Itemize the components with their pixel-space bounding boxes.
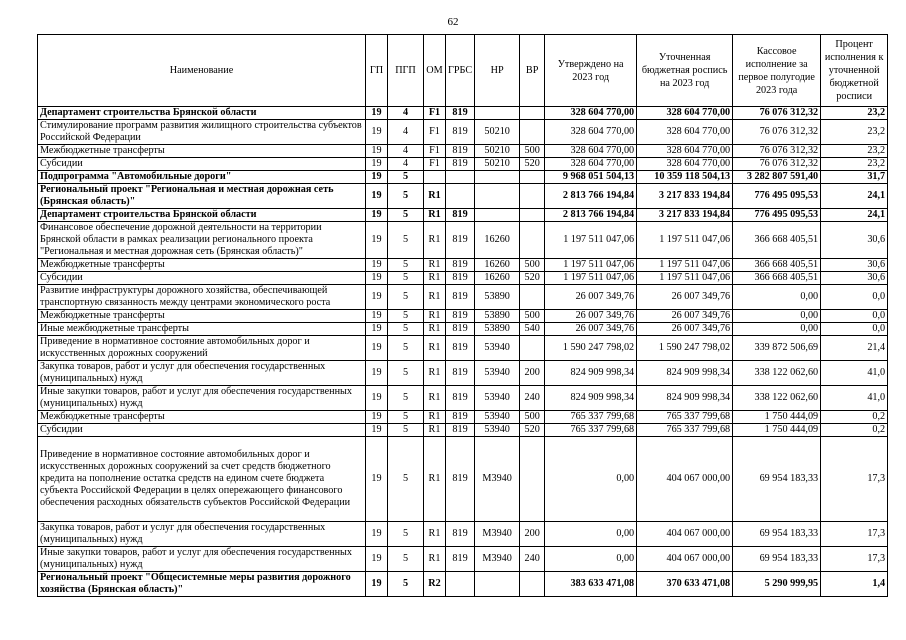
cell-percent: 17,3	[821, 547, 888, 572]
cell-refined: 765 337 799,68	[637, 424, 733, 437]
cell-grbs: 819	[446, 361, 475, 386]
cell-vr: 500	[520, 145, 545, 158]
cell-np: 50210	[475, 145, 520, 158]
cell-om: R1	[424, 285, 446, 310]
cell-om: R1	[424, 411, 446, 424]
cell-vr	[520, 336, 545, 361]
cell-name: Субсидии	[38, 272, 366, 285]
cell-om: F1	[424, 145, 446, 158]
cell-refined: 1 590 247 798,02	[637, 336, 733, 361]
cell-cash: 339 872 506,69	[733, 336, 821, 361]
table-row	[38, 209, 888, 222]
cell-name: Субсидии	[38, 424, 366, 437]
cell-vr: 200	[520, 522, 545, 547]
cell-approved: 26 007 349,76	[545, 285, 637, 310]
cell-refined: 824 909 998,34	[637, 386, 733, 411]
cell-np: 53940	[475, 386, 520, 411]
cell-np	[475, 171, 520, 184]
cell-gp: 19	[366, 158, 388, 171]
cell-gp: 19	[366, 361, 388, 386]
cell-approved: 26 007 349,76	[545, 310, 637, 323]
table-row	[38, 336, 888, 361]
cell-om: R1	[424, 547, 446, 572]
cell-name: Региональный проект "Региональная и местная дорожная сеть (Брянская область)"	[38, 184, 366, 209]
cell-pgp: 5	[388, 259, 424, 272]
cell-approved: 9 968 051 504,13	[545, 171, 637, 184]
cell-vr	[520, 107, 545, 120]
cell-name: Приведение в нормативное состояние автомобильных дорог и искусственных дорожных сооружений	[38, 336, 366, 361]
cell-cash: 366 668 405,51	[733, 259, 821, 272]
cell-gp: 19	[366, 323, 388, 336]
cell-grbs: 819	[446, 336, 475, 361]
cell-refined: 328 604 770,00	[637, 145, 733, 158]
cell-cash: 76 076 312,32	[733, 158, 821, 171]
cell-grbs: 819	[446, 411, 475, 424]
header-gp: ГП	[366, 35, 388, 107]
header-vr: ВР	[520, 35, 545, 107]
cell-vr: 520	[520, 272, 545, 285]
cell-percent: 23,2	[821, 107, 888, 120]
cell-gp: 19	[366, 285, 388, 310]
cell-grbs: 819	[446, 437, 475, 522]
cell-name: Межбюджетные трансферты	[38, 411, 366, 424]
cell-cash: 5 290 999,95	[733, 572, 821, 597]
cell-om: F1	[424, 158, 446, 171]
cell-vr	[520, 285, 545, 310]
cell-refined: 404 067 000,00	[637, 547, 733, 572]
cell-om: R1	[424, 272, 446, 285]
cell-np: 53940	[475, 411, 520, 424]
cell-percent: 17,3	[821, 437, 888, 522]
cell-cash: 76 076 312,32	[733, 120, 821, 145]
cell-om: R1	[424, 522, 446, 547]
cell-pgp: 5	[388, 547, 424, 572]
cell-name: Иные закупки товаров, работ и услуг для обеспечения государственных (муниципальных) нужд	[38, 547, 366, 572]
table-row	[38, 522, 888, 547]
cell-approved: 328 604 770,00	[545, 120, 637, 145]
cell-cash: 338 122 062,60	[733, 386, 821, 411]
cell-refined: 26 007 349,76	[637, 285, 733, 310]
cell-vr	[520, 120, 545, 145]
cell-cash: 0,00	[733, 310, 821, 323]
cell-approved: 2 813 766 194,84	[545, 184, 637, 209]
cell-om: R2	[424, 572, 446, 597]
cell-np: 53940	[475, 424, 520, 437]
cell-np	[475, 209, 520, 222]
cell-name: Межбюджетные трансферты	[38, 145, 366, 158]
cell-gp: 19	[366, 209, 388, 222]
table-row	[38, 120, 888, 145]
cell-name: Субсидии	[38, 158, 366, 171]
cell-np: 16260	[475, 259, 520, 272]
cell-vr: 520	[520, 424, 545, 437]
cell-np: 53890	[475, 285, 520, 310]
table-row	[38, 386, 888, 411]
header-grbs: ГРБС	[446, 35, 475, 107]
cell-om: R1	[424, 361, 446, 386]
cell-grbs: 819	[446, 209, 475, 222]
cell-om: R1	[424, 259, 446, 272]
cell-pgp: 5	[388, 522, 424, 547]
cell-grbs	[446, 572, 475, 597]
cell-grbs: 819	[446, 120, 475, 145]
table-row	[38, 259, 888, 272]
table-row	[38, 171, 888, 184]
cell-vr	[520, 437, 545, 522]
cell-cash: 3 282 807 591,40	[733, 171, 821, 184]
cell-approved: 1 197 511 047,06	[545, 272, 637, 285]
cell-gp: 19	[366, 145, 388, 158]
cell-cash: 69 954 183,33	[733, 437, 821, 522]
cell-percent: 41,0	[821, 361, 888, 386]
cell-cash: 0,00	[733, 323, 821, 336]
cell-name: Финансовое обеспечение дорожной деятельности на территории Брянской области в рамках реализации регионального проекта "Региональная и местная дорожная сеть (Брянская область)"	[38, 222, 366, 259]
cell-om: R1	[424, 437, 446, 522]
cell-name: Региональный проект "Общесистемные меры развития дорожного хозяйства (Брянская область)"	[38, 572, 366, 597]
cell-approved: 1 197 511 047,06	[545, 222, 637, 259]
cell-percent: 0,2	[821, 424, 888, 437]
cell-approved: 824 909 998,34	[545, 361, 637, 386]
table-row	[38, 184, 888, 209]
cell-cash: 69 954 183,33	[733, 547, 821, 572]
cell-grbs: 819	[446, 272, 475, 285]
cell-percent: 30,6	[821, 222, 888, 259]
cell-om: R1	[424, 209, 446, 222]
header-pgp: ПГП	[388, 35, 424, 107]
table-row	[38, 272, 888, 285]
cell-cash: 0,00	[733, 285, 821, 310]
cell-grbs: 819	[446, 259, 475, 272]
cell-pgp: 5	[388, 285, 424, 310]
cell-gp: 19	[366, 386, 388, 411]
cell-pgp: 5	[388, 209, 424, 222]
cell-om: R1	[424, 336, 446, 361]
cell-np	[475, 107, 520, 120]
cell-np: 53890	[475, 310, 520, 323]
cell-name: Межбюджетные трансферты	[38, 259, 366, 272]
cell-percent: 0,0	[821, 285, 888, 310]
cell-refined: 10 359 118 504,13	[637, 171, 733, 184]
cell-refined: 370 633 471,08	[637, 572, 733, 597]
cell-approved: 765 337 799,68	[545, 411, 637, 424]
cell-vr: 520	[520, 158, 545, 171]
cell-pgp: 5	[388, 272, 424, 285]
cell-np	[475, 184, 520, 209]
cell-cash: 76 076 312,32	[733, 107, 821, 120]
header-np: НР	[475, 35, 520, 107]
cell-refined: 404 067 000,00	[637, 522, 733, 547]
cell-approved: 0,00	[545, 547, 637, 572]
cell-refined: 1 197 511 047,06	[637, 222, 733, 259]
cell-approved: 2 813 766 194,84	[545, 209, 637, 222]
cell-gp: 19	[366, 547, 388, 572]
cell-grbs: 819	[446, 522, 475, 547]
cell-percent: 41,0	[821, 386, 888, 411]
cell-pgp: 5	[388, 361, 424, 386]
cell-cash: 366 668 405,51	[733, 272, 821, 285]
cell-gp: 19	[366, 437, 388, 522]
cell-name: Иные закупки товаров, работ и услуг для обеспечения государственных (муниципальных) нужд	[38, 386, 366, 411]
cell-refined: 404 067 000,00	[637, 437, 733, 522]
header-name: Наименование	[38, 35, 366, 107]
cell-grbs	[446, 171, 475, 184]
cell-vr: 500	[520, 411, 545, 424]
cell-vr	[520, 171, 545, 184]
cell-pgp: 5	[388, 336, 424, 361]
cell-vr: 540	[520, 323, 545, 336]
cell-gp: 19	[366, 272, 388, 285]
cell-np: 50210	[475, 158, 520, 171]
page-number: 62	[447, 16, 459, 28]
cell-name: Межбюджетные трансферты	[38, 310, 366, 323]
cell-name: Закупка товаров, работ и услуг для обеспечения государственных (муниципальных) нужд	[38, 522, 366, 547]
cell-pgp: 4	[388, 107, 424, 120]
cell-gp: 19	[366, 424, 388, 437]
cell-pgp: 4	[388, 145, 424, 158]
cell-gp: 19	[366, 171, 388, 184]
cell-gp: 19	[366, 310, 388, 323]
cell-pgp: 5	[388, 310, 424, 323]
table-row	[38, 424, 888, 437]
cell-cash: 776 495 095,53	[733, 184, 821, 209]
cell-gp: 19	[366, 522, 388, 547]
cell-np: 16260	[475, 222, 520, 259]
table-row	[38, 572, 888, 597]
cell-percent: 23,2	[821, 158, 888, 171]
cell-refined: 765 337 799,68	[637, 411, 733, 424]
cell-np: 50210	[475, 120, 520, 145]
cell-refined: 3 217 833 194,84	[637, 209, 733, 222]
cell-gp: 19	[366, 222, 388, 259]
cell-pgp: 5	[388, 171, 424, 184]
budget-table	[37, 34, 888, 597]
cell-vr	[520, 184, 545, 209]
cell-percent: 31,7	[821, 171, 888, 184]
cell-cash: 1 750 444,09	[733, 424, 821, 437]
cell-vr	[520, 222, 545, 259]
cell-approved: 328 604 770,00	[545, 158, 637, 171]
cell-refined: 328 604 770,00	[637, 158, 733, 171]
table-row	[38, 145, 888, 158]
cell-name: Департамент строительства Брянской области	[38, 107, 366, 120]
cell-om: R1	[424, 386, 446, 411]
cell-gp: 19	[366, 411, 388, 424]
cell-vr: 500	[520, 259, 545, 272]
cell-cash: 366 668 405,51	[733, 222, 821, 259]
cell-percent: 23,2	[821, 145, 888, 158]
cell-cash: 776 495 095,53	[733, 209, 821, 222]
cell-approved: 1 590 247 798,02	[545, 336, 637, 361]
cell-om: R1	[424, 323, 446, 336]
cell-grbs: 819	[446, 386, 475, 411]
cell-name: Приведение в нормативное состояние автомобильных дорог и искусственных дорожных сооружений за счет средств бюджетного кредита на пополнение остатка средств на едином счете бюджета субъекта Российской Федерации в целях опережающего финансового обеспечения расходных обязательств субъектов Российской Федерации	[38, 437, 366, 522]
table-row	[38, 107, 888, 120]
cell-pgp: 4	[388, 120, 424, 145]
cell-refined: 824 909 998,34	[637, 361, 733, 386]
header-approved: Утверждено на 2023 год	[545, 35, 637, 107]
cell-name: Подпрограмма "Автомобильные дороги"	[38, 171, 366, 184]
cell-gp: 19	[366, 184, 388, 209]
cell-pgp: 5	[388, 424, 424, 437]
cell-percent: 0,0	[821, 310, 888, 323]
table-row	[38, 361, 888, 386]
cell-refined: 3 217 833 194,84	[637, 184, 733, 209]
cell-grbs: 819	[446, 310, 475, 323]
header-cash: Кассовое исполнение за первое полугодие 2023 года	[733, 35, 821, 107]
cell-refined: 1 197 511 047,06	[637, 259, 733, 272]
cell-approved: 0,00	[545, 437, 637, 522]
cell-grbs: 819	[446, 424, 475, 437]
cell-pgp: 5	[388, 437, 424, 522]
table-row	[38, 437, 888, 522]
header-om: ОМ	[424, 35, 446, 107]
header-row	[38, 35, 888, 107]
cell-pgp: 4	[388, 158, 424, 171]
cell-grbs: 819	[446, 145, 475, 158]
cell-approved: 765 337 799,68	[545, 424, 637, 437]
cell-np: М3940	[475, 522, 520, 547]
cell-vr: 240	[520, 386, 545, 411]
cell-gp: 19	[366, 336, 388, 361]
cell-approved: 1 197 511 047,06	[545, 259, 637, 272]
cell-np: 53890	[475, 323, 520, 336]
cell-om: R1	[424, 310, 446, 323]
cell-cash: 1 750 444,09	[733, 411, 821, 424]
header-percent: Процент исполнения к уточненной бюджетной росписи	[821, 35, 888, 107]
cell-pgp: 5	[388, 572, 424, 597]
cell-name: Развитие инфраструктуры дорожного хозяйства, обеспечивающей транспортную связанность между центрами экономического роста	[38, 285, 366, 310]
cell-np: М3940	[475, 437, 520, 522]
cell-refined: 26 007 349,76	[637, 323, 733, 336]
cell-pgp: 5	[388, 386, 424, 411]
cell-gp: 19	[366, 572, 388, 597]
cell-gp: 19	[366, 120, 388, 145]
cell-np: М3940	[475, 547, 520, 572]
cell-grbs: 819	[446, 323, 475, 336]
cell-percent: 0,0	[821, 323, 888, 336]
cell-vr	[520, 572, 545, 597]
cell-grbs: 819	[446, 158, 475, 171]
cell-percent: 23,2	[821, 120, 888, 145]
cell-percent: 30,6	[821, 272, 888, 285]
cell-grbs: 819	[446, 107, 475, 120]
cell-percent: 24,1	[821, 209, 888, 222]
cell-refined: 328 604 770,00	[637, 107, 733, 120]
cell-np: 53940	[475, 336, 520, 361]
cell-name: Департамент строительства Брянской области	[38, 209, 366, 222]
cell-grbs	[446, 184, 475, 209]
cell-om: F1	[424, 120, 446, 145]
cell-pgp: 5	[388, 184, 424, 209]
cell-approved: 26 007 349,76	[545, 323, 637, 336]
table-row	[38, 158, 888, 171]
cell-gp: 19	[366, 259, 388, 272]
cell-name: Стимулирование программ развития жилищного строительства субъектов Российской Федерации	[38, 120, 366, 145]
cell-np: 53940	[475, 361, 520, 386]
header-refined: Уточненная бюджетная роспись на 2023 год	[637, 35, 733, 107]
table-row	[38, 323, 888, 336]
cell-vr: 200	[520, 361, 545, 386]
cell-percent: 1,4	[821, 572, 888, 597]
cell-vr: 500	[520, 310, 545, 323]
cell-cash: 69 954 183,33	[733, 522, 821, 547]
cell-refined: 26 007 349,76	[637, 310, 733, 323]
cell-np	[475, 572, 520, 597]
table-row	[38, 222, 888, 259]
cell-grbs: 819	[446, 285, 475, 310]
cell-approved: 383 633 471,08	[545, 572, 637, 597]
cell-vr: 240	[520, 547, 545, 572]
cell-approved: 824 909 998,34	[545, 386, 637, 411]
cell-approved: 0,00	[545, 522, 637, 547]
cell-np: 16260	[475, 272, 520, 285]
cell-approved: 328 604 770,00	[545, 107, 637, 120]
cell-om	[424, 171, 446, 184]
cell-cash: 76 076 312,32	[733, 145, 821, 158]
table-row	[38, 547, 888, 572]
cell-pgp: 5	[388, 222, 424, 259]
cell-approved: 328 604 770,00	[545, 145, 637, 158]
cell-percent: 30,6	[821, 259, 888, 272]
cell-refined: 1 197 511 047,06	[637, 272, 733, 285]
cell-om: R1	[424, 184, 446, 209]
table-row	[38, 411, 888, 424]
cell-pgp: 5	[388, 323, 424, 336]
cell-cash: 338 122 062,60	[733, 361, 821, 386]
cell-percent: 0,2	[821, 411, 888, 424]
cell-grbs: 819	[446, 547, 475, 572]
cell-grbs: 819	[446, 222, 475, 259]
table-row	[38, 285, 888, 310]
cell-refined: 328 604 770,00	[637, 120, 733, 145]
cell-gp: 19	[366, 107, 388, 120]
cell-name: Иные межбюджетные трансферты	[38, 323, 366, 336]
cell-name: Закупка товаров, работ и услуг для обеспечения государственных (муниципальных) нужд	[38, 361, 366, 386]
cell-om: F1	[424, 107, 446, 120]
cell-om: R1	[424, 222, 446, 259]
cell-percent: 24,1	[821, 184, 888, 209]
table-row	[38, 310, 888, 323]
cell-percent: 21,4	[821, 336, 888, 361]
cell-pgp: 5	[388, 411, 424, 424]
cell-percent: 17,3	[821, 522, 888, 547]
cell-vr	[520, 209, 545, 222]
cell-om: R1	[424, 424, 446, 437]
